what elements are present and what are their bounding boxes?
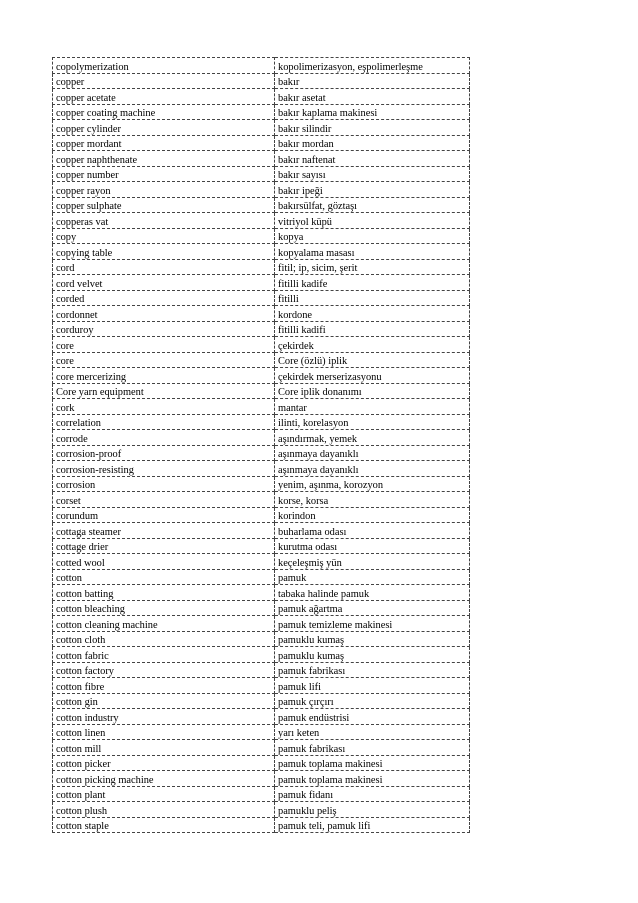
glossary-row	[53, 228, 470, 244]
glossary-row	[53, 399, 470, 415]
glossary-row	[53, 755, 470, 771]
turkish-translation: ilinti, korelasyon	[275, 414, 470, 430]
english-term: copper rayon	[53, 182, 275, 198]
turkish-translation: korse, korsa	[275, 492, 470, 508]
turkish-translation: kurutma odası	[275, 538, 470, 554]
glossary-row	[53, 197, 470, 213]
english-term: cotton fibre	[53, 678, 275, 694]
turkish-translation: pamuk	[275, 569, 470, 585]
glossary-row	[53, 352, 470, 368]
turkish-translation: kordone	[275, 306, 470, 322]
turkish-translation: vitriyol küpü	[275, 213, 470, 229]
turkish-translation: fitilli	[275, 290, 470, 306]
glossary-row	[53, 724, 470, 740]
turkish-translation: pamuk teli, pamuk lifi	[275, 817, 470, 833]
glossary-row	[53, 73, 470, 89]
turkish-translation: bakır naftenat	[275, 151, 470, 167]
english-term: corrode	[53, 430, 275, 446]
english-term: copper sulphate	[53, 197, 275, 213]
english-term: cotton staple	[53, 817, 275, 833]
turkish-translation: tabaka halinde pamuk	[275, 585, 470, 601]
turkish-translation: fitilli kadife	[275, 275, 470, 291]
english-term: copper	[53, 73, 275, 89]
glossary-row	[53, 569, 470, 585]
turkish-translation: pamuklu peliş	[275, 802, 470, 818]
english-term: copper number	[53, 166, 275, 182]
english-term: Core yarn equipment	[53, 383, 275, 399]
english-term: cotted wool	[53, 554, 275, 570]
glossary-table	[52, 57, 470, 833]
english-term: cotton factory	[53, 662, 275, 678]
english-term: cotton cloth	[53, 631, 275, 647]
english-term: copper coating machine	[53, 104, 275, 120]
english-term: corset	[53, 492, 275, 508]
english-term: cotton plant	[53, 786, 275, 802]
turkish-translation: pamuk lifi	[275, 678, 470, 694]
glossary-row	[53, 368, 470, 384]
turkish-translation: aşınmaya dayanıklı	[275, 461, 470, 477]
turkish-translation: bakır	[275, 73, 470, 89]
english-term: cord	[53, 259, 275, 275]
english-term: cotton picker	[53, 755, 275, 771]
glossary-row	[53, 616, 470, 632]
turkish-translation: pamuklu kumaş	[275, 647, 470, 663]
turkish-translation: pamuk fabrikası	[275, 662, 470, 678]
english-term: copper naphthenate	[53, 151, 275, 167]
turkish-translation: pamuk temizleme makinesi	[275, 616, 470, 632]
turkish-translation: fitil; ip, sicim, şerit	[275, 259, 470, 275]
english-term: cork	[53, 399, 275, 415]
english-term: cottaga steamer	[53, 523, 275, 539]
english-term: copy	[53, 228, 275, 244]
english-term: corded	[53, 290, 275, 306]
glossary-row	[53, 740, 470, 756]
glossary-row	[53, 104, 470, 120]
glossary-row	[53, 693, 470, 709]
glossary-row	[53, 290, 470, 306]
turkish-translation: bakırsülfat, göztaşı	[275, 197, 470, 213]
glossary-row	[53, 337, 470, 353]
turkish-translation: pamuk toplama makinesi	[275, 755, 470, 771]
glossary-row	[53, 321, 470, 337]
glossary-row	[53, 554, 470, 570]
turkish-translation: bakır ipeği	[275, 182, 470, 198]
turkish-translation: bakır asetat	[275, 89, 470, 105]
glossary-row	[53, 771, 470, 787]
turkish-translation: yenim, aşınma, korozyon	[275, 476, 470, 492]
turkish-translation: buharlama odası	[275, 523, 470, 539]
glossary-row	[53, 213, 470, 229]
english-term: copperas vat	[53, 213, 275, 229]
turkish-translation: bakır silindir	[275, 120, 470, 136]
english-term: cotton gin	[53, 693, 275, 709]
turkish-translation: korindon	[275, 507, 470, 523]
turkish-translation: yarı keten	[275, 724, 470, 740]
glossary-row	[53, 786, 470, 802]
turkish-translation: aşınmaya dayanıklı	[275, 445, 470, 461]
glossary-row	[53, 492, 470, 508]
english-term: core mercerizing	[53, 368, 275, 384]
glossary-row	[53, 275, 470, 291]
english-term: corundum	[53, 507, 275, 523]
english-term: corrosion-proof	[53, 445, 275, 461]
glossary-row	[53, 709, 470, 725]
turkish-translation: Core (özlü) iplik	[275, 352, 470, 368]
glossary-row	[53, 135, 470, 151]
turkish-translation: Core iplik donanımı	[275, 383, 470, 399]
turkish-translation: kopya	[275, 228, 470, 244]
turkish-translation: pamuk fabrikası	[275, 740, 470, 756]
turkish-translation: fitilli kadifi	[275, 321, 470, 337]
glossary-row	[53, 414, 470, 430]
turkish-translation: bakır mordan	[275, 135, 470, 151]
glossary-row	[53, 166, 470, 182]
english-term: cotton	[53, 569, 275, 585]
english-term: corduroy	[53, 321, 275, 337]
english-term: corrosion-resisting	[53, 461, 275, 477]
english-term: cotton mill	[53, 740, 275, 756]
glossary-row	[53, 538, 470, 554]
english-term: cotton batting	[53, 585, 275, 601]
turkish-translation: pamuklu kumaş	[275, 631, 470, 647]
english-term: copper mordant	[53, 135, 275, 151]
english-term: core	[53, 352, 275, 368]
english-term: copying table	[53, 244, 275, 260]
english-term: copper cylinder	[53, 120, 275, 136]
glossary-row	[53, 678, 470, 694]
english-term: copolymerization	[53, 58, 275, 74]
glossary-row	[53, 600, 470, 616]
turkish-translation: keçeleşmiş yün	[275, 554, 470, 570]
glossary-row	[53, 817, 470, 833]
glossary-row	[53, 461, 470, 477]
english-term: cotton cleaning machine	[53, 616, 275, 632]
glossary-row	[53, 120, 470, 136]
english-term: cotton linen	[53, 724, 275, 740]
turkish-translation: çekirdek merserizasyonu	[275, 368, 470, 384]
glossary-row	[53, 89, 470, 105]
english-term: corrosion	[53, 476, 275, 492]
turkish-translation: pamuk çırçırı	[275, 693, 470, 709]
glossary-row	[53, 662, 470, 678]
glossary-row	[53, 244, 470, 260]
turkish-translation: bakır sayısı	[275, 166, 470, 182]
english-term: copper acetate	[53, 89, 275, 105]
glossary-row	[53, 445, 470, 461]
turkish-translation: pamuk ağartma	[275, 600, 470, 616]
glossary-row	[53, 802, 470, 818]
english-term: cotton picking machine	[53, 771, 275, 787]
english-term: cotton fabric	[53, 647, 275, 663]
turkish-translation: aşındırmak, yemek	[275, 430, 470, 446]
glossary-row	[53, 383, 470, 399]
turkish-translation: pamuk endüstrisi	[275, 709, 470, 725]
english-term: cotton plush	[53, 802, 275, 818]
english-term: cotton industry	[53, 709, 275, 725]
glossary-row	[53, 476, 470, 492]
glossary-row	[53, 585, 470, 601]
glossary-row	[53, 430, 470, 446]
turkish-translation: kopyalama masası	[275, 244, 470, 260]
turkish-translation: pamuk fidanı	[275, 786, 470, 802]
glossary-row	[53, 259, 470, 275]
glossary-row	[53, 523, 470, 539]
glossary-row	[53, 151, 470, 167]
glossary-row	[53, 507, 470, 523]
glossary-row	[53, 306, 470, 322]
turkish-translation: çekirdek	[275, 337, 470, 353]
glossary-body	[53, 58, 470, 833]
english-term: cord velvet	[53, 275, 275, 291]
english-term: correlation	[53, 414, 275, 430]
glossary-row	[53, 631, 470, 647]
english-term: cottage drier	[53, 538, 275, 554]
turkish-translation: kopolimerizasyon, eşpolimerleşme	[275, 58, 470, 74]
turkish-translation: mantar	[275, 399, 470, 415]
english-term: cotton bleaching	[53, 600, 275, 616]
english-term: cordonnet	[53, 306, 275, 322]
english-term: core	[53, 337, 275, 353]
glossary-row	[53, 647, 470, 663]
glossary-row	[53, 182, 470, 198]
turkish-translation: bakır kaplama makinesi	[275, 104, 470, 120]
glossary-row	[53, 58, 470, 74]
turkish-translation: pamuk toplama makinesi	[275, 771, 470, 787]
